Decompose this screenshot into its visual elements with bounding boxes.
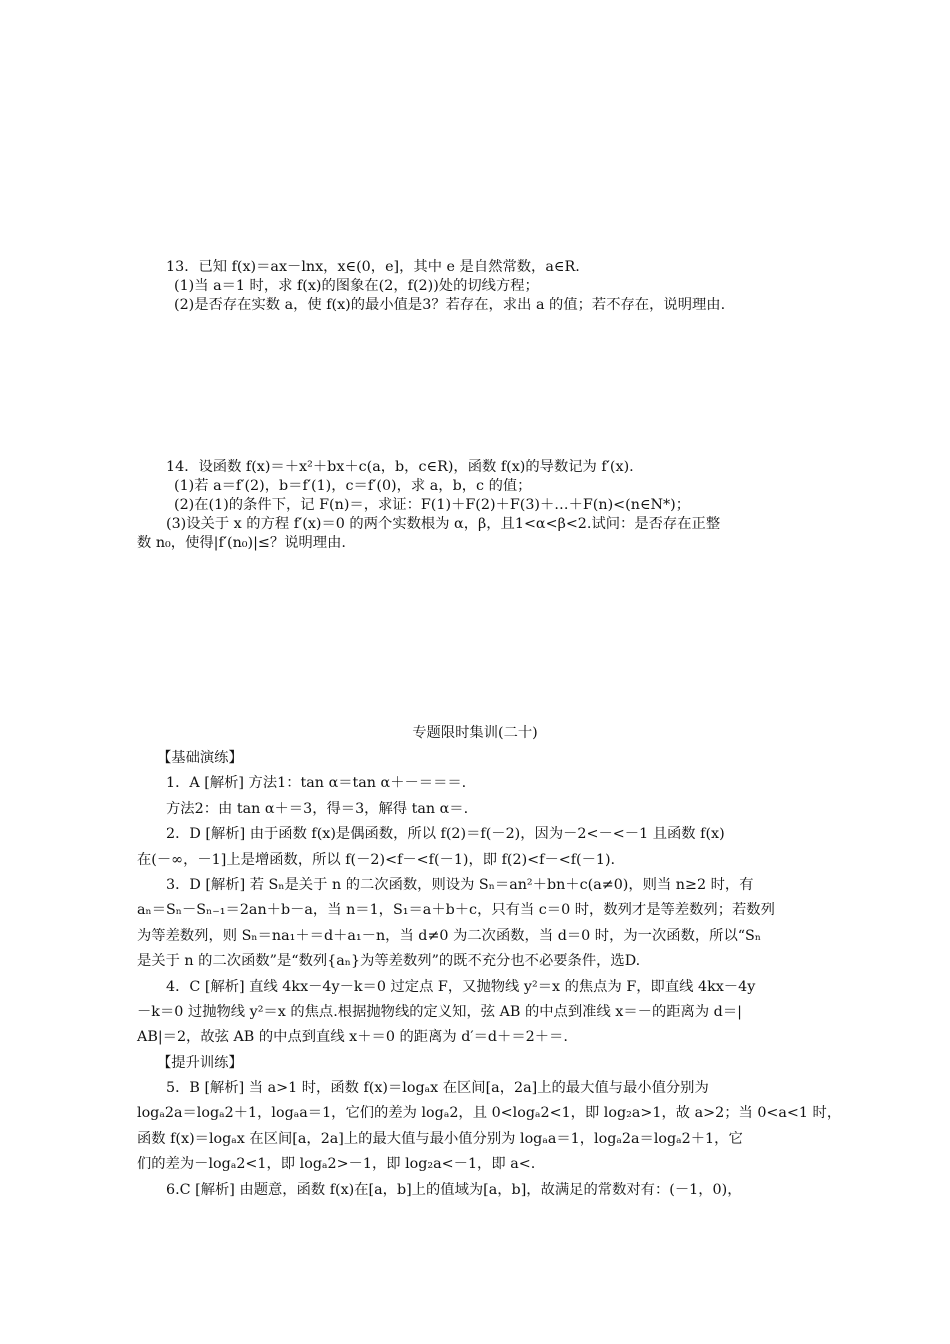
answer-line: 在(－∞，－1]上是增函数，所以 f(－2)<f－<f(－1)，即 f(2)<f－<f(－1).: [137, 851, 616, 868]
q13-line: (1)当 a＝1 时，求 f(x)的图象在(2，f(2))处的切线方程；: [174, 278, 539, 294]
answer-line: 【提升训练】: [157, 1054, 243, 1071]
q14-line: 数 n₀，使得|f′(n₀)|≤？说明理由.: [137, 535, 346, 551]
answer-line: 4．C [解析] 直线 4kx－4y－k＝0 过定点 F，又抛物线 y²＝x 的焦点为 F，即直线 4kx－4y: [166, 978, 756, 995]
answer-line: 们的差为－logₐ2<1，即 logₐ2>－1，即 log₂a<－1，即 a<.: [137, 1156, 536, 1173]
answer-line: 为等差数列，则 Sₙ＝na₁＋＝d＋a₁－n，当 d≠0 为二次函数，当 d＝0 时，为一次函数，所以“Sₙ: [137, 927, 762, 944]
answer-line: 2．D [解析] 由于函数 f(x)是偶函数，所以 f(2)＝f(－2)，因为－2<－<－1 且函数 f(x): [166, 826, 725, 843]
question-13: [137, 258, 822, 315]
answer-line: logₐ2a＝logₐ2＋1，logₐa＝1，它们的差为 logₐ2，且 0<logₐ2<1，即 log₂a>1，故 a>2；当 0<a<1 时，: [137, 1105, 842, 1122]
answer-line: 3．D [解析] 若 Sₙ是关于 n 的二次函数，则设为 Sₙ＝an²＋bn＋c(a≠0)，则当 n≥2 时，有: [166, 876, 754, 893]
question-14: [137, 458, 822, 553]
answer-line: 1．A [解析] 方法1：tan α＝tan α＋－＝＝＝.: [166, 775, 467, 792]
answer-line: 【基础演练】: [157, 750, 243, 766]
answer-line: 方法2：由 tan α＋＝3，得＝3，解得 tan α＝.: [166, 800, 469, 817]
answer-line: 6.C [解析] 由题意，函数 f(x)在[a，b]上的值域为[a，b]，故满足的常数对有：(－1，0)，: [166, 1181, 742, 1198]
q13-line: 13．已知 f(x)＝ax－lnx，x∈(0，e]，其中 e 是自然常数，a∈R.: [166, 259, 580, 275]
answers-section: [137, 746, 842, 1203]
answer-line: aₙ＝Sₙ－Sₙ₋₁＝2an＋b－a，当 n＝1，S₁＝a＋b＋c，只有当 c＝0 时，数列才是等差数列；若数列: [137, 902, 775, 919]
q14-line: 14．设函数 f(x)＝＋x²＋bx＋c(a，b，c∈R)，函数 f(x)的导数记为 f′(x).: [166, 459, 634, 475]
answer-line: AB|＝2，故弦 AB 的中点到直线 x＋＝0 的距离为 d′＝d＋＝2＋＝.: [137, 1029, 568, 1046]
q13-line: (2)是否存在实数 a，使 f(x)的最小值是3？若存在，求出 a 的值；若不存在，说明理由.: [174, 297, 726, 313]
q14-line: (3)设关于 x 的方程 f′(x)＝0 的两个实数根为 α，β，且1<α<β<2.试问：是否存在正整: [166, 516, 721, 532]
answer-line: 函数 f(x)＝logₐx 在区间[a，2a]上的最大值与最小值分别为 logₐa＝1，logₐ2a＝logₐ2＋1，它: [137, 1130, 743, 1147]
answer-line: 是关于 n 的二次函数”是“数列{aₙ}为等差数列”的既不充分也不必要条件，选D.: [137, 953, 641, 970]
q14-line: (2)在(1)的条件下，记 F(n)＝，求证：F(1)＋F(2)＋F(3)＋…＋F(n)<(n∈N*)；: [174, 497, 691, 513]
answers-title: 专题限时集训(二十): [412, 725, 538, 741]
q14-line: (1)若 a＝f′(2)，b＝f′(1)，c＝f′(0)，求 a，b，c 的值；: [174, 478, 532, 494]
answer-line: 5．B [解析] 当 a>1 时，函数 f(x)＝logₐx 在区间[a，2a]上的最大值与最小值分别为: [166, 1080, 709, 1097]
answer-line: －k＝0 过抛物线 y²＝x 的焦点.根据抛物线的定义知，弦 AB 的中点到准线 x＝－的距离为 d＝|: [137, 1003, 742, 1020]
